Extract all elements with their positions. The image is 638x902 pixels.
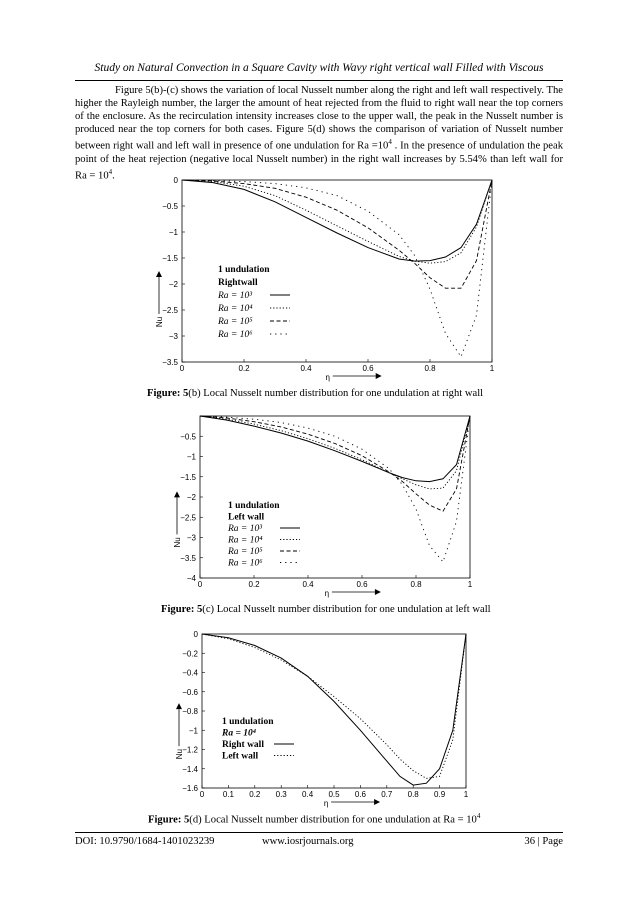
paragraph-sup-2: 4 xyxy=(108,168,113,177)
legend-entry-label: Ra = 10⁵ xyxy=(228,547,263,557)
legend-subtitle: Left wall xyxy=(228,512,265,523)
figure-5d-caption xyxy=(148,812,480,826)
series-line-1 xyxy=(182,180,492,261)
y-tick-label: −2 xyxy=(186,493,196,502)
legend-entry-label: Ra = 10³ xyxy=(218,291,253,301)
footer-site: www.iosrjournals.org xyxy=(262,836,354,847)
x-tick-label: 0.5 xyxy=(328,790,340,799)
x-tick-label: 0.7 xyxy=(381,790,393,799)
x-axis-label: η xyxy=(323,799,329,808)
figure-5d-chart xyxy=(172,628,472,808)
y-tick-label: −0.5 xyxy=(162,202,178,211)
y-axis-label: Nu xyxy=(173,537,182,548)
axes xyxy=(155,176,495,382)
figure-5c-caption-label: Figure: 5 xyxy=(161,604,203,615)
y-tick-label: −1 xyxy=(188,726,198,736)
figure-5d-caption-label: Figure: 5 xyxy=(148,814,190,826)
figure-5c xyxy=(170,410,476,598)
x-tick-label: 0.6 xyxy=(362,364,374,373)
figure-5b-caption xyxy=(147,388,483,399)
x-tick-label: 0.6 xyxy=(356,580,368,589)
y-tick-label: −1.6 xyxy=(182,784,198,793)
axes xyxy=(173,416,473,598)
x-tick-label: 0.2 xyxy=(249,790,261,799)
y-tick-label: −0.8 xyxy=(182,707,198,716)
y-tick-label: −1 xyxy=(168,228,178,237)
y-tick-label: 0 xyxy=(193,630,198,639)
y-tick-label: 0 xyxy=(173,176,178,185)
x-axis-arrowhead xyxy=(374,799,380,805)
y-tick-label: −1.5 xyxy=(162,254,178,263)
figure-5b-caption-text: (b) Local Nusselt number distribution for one undulation at right wall xyxy=(188,388,484,399)
x-tick-label: 0.2 xyxy=(238,364,250,373)
x-axis-arrowhead xyxy=(375,589,381,595)
y-axis-label: Nu xyxy=(175,749,184,760)
y-tick-label: −2 xyxy=(168,280,178,289)
paragraph-text-3: . xyxy=(112,170,115,182)
y-tick-label: −1.5 xyxy=(180,472,196,482)
y-tick-label: −2.5 xyxy=(180,513,196,523)
x-tick-label: 0.1 xyxy=(222,790,234,799)
series-line-2 xyxy=(200,416,470,489)
x-axis-label: η xyxy=(324,589,330,598)
figure-5b xyxy=(148,172,498,384)
x-tick-label: 1 xyxy=(467,580,473,589)
legend xyxy=(221,717,294,762)
paragraph-text-2: . In the presence of undulation the peak point of the heat rejection (negative local Nusselt number) in the right wall increases by 5.54% than left wall for Ra = 10 xyxy=(75,140,563,182)
y-tick-label: −3.5 xyxy=(162,358,178,367)
y-tick-label: −1.4 xyxy=(182,764,198,774)
y-axis-arrowhead xyxy=(156,271,162,277)
y-tick-label: −3.5 xyxy=(180,553,196,563)
paragraph-sup-1: 4 xyxy=(388,138,392,147)
axes xyxy=(175,630,469,808)
legend-entry-label: Ra = 10⁴ xyxy=(228,535,263,546)
paragraph-text-1: Figure 5(b)-(c) shows the variation of local Nusselt number along the right and left wall respectively. The higher the Rayleigh number, the larger the amount of heat rejected from the fluid to right wall near the top corners of the enclosure. As the recirculation intensity increases close to the upper wall, the peak in the Nusselt number is produced near the top corners for both cases. Figure 5(d) shows the comparison of variation of Nusselt number between right wall and left wall in presence of one undulation for Ra =10 xyxy=(75,85,563,152)
legend-entry-label: Ra = 10⁵ xyxy=(218,317,253,327)
legend-entry-label: Right wall xyxy=(222,740,264,750)
x-tick-label: 1 xyxy=(489,364,495,373)
footer-doi: DOI: 10.9790/1684-1401023239 xyxy=(75,836,215,847)
x-axis-arrowhead xyxy=(376,373,382,379)
series-line-2 xyxy=(182,180,492,263)
y-axis-arrowhead xyxy=(176,703,182,709)
y-tick-label: −0.2 xyxy=(182,649,198,659)
x-tick-label: 0.8 xyxy=(407,790,419,799)
y-tick-label: −4 xyxy=(186,574,196,583)
x-tick-label: 0.8 xyxy=(410,580,422,589)
legend-entry-label: Ra = 10³ xyxy=(228,524,263,534)
y-tick-label: −0.6 xyxy=(182,687,198,697)
legend-entry-label: Ra = 10⁶ xyxy=(228,558,263,569)
figure-5d-caption-text: (d) Local Nusselt number distribution for one undulation at Ra = 10 xyxy=(189,814,477,826)
x-tick-label: 0.4 xyxy=(302,580,314,589)
legend-entry-label: Ra = 10⁴ xyxy=(218,304,253,314)
header-divider xyxy=(75,80,563,81)
x-tick-label: 0.8 xyxy=(424,364,436,373)
footer-page: 36 | Page xyxy=(524,836,563,847)
body-paragraph xyxy=(75,84,563,183)
footer-divider xyxy=(75,832,563,833)
figure-5d-caption-sup: 4 xyxy=(476,812,481,820)
figure-5d xyxy=(172,628,472,808)
series-line-1 xyxy=(202,634,466,785)
y-tick-label: −3 xyxy=(186,533,196,543)
x-tick-label: 0 xyxy=(199,790,205,799)
x-tick-label: 0.2 xyxy=(248,580,260,589)
x-tick-label: 0.3 xyxy=(275,790,287,799)
y-axis-label: Nu xyxy=(155,316,164,328)
x-tick-label: 0.4 xyxy=(300,364,312,373)
x-tick-label: 0.6 xyxy=(354,790,366,799)
x-tick-label: 0.9 xyxy=(434,790,446,799)
y-tick-label: −0.4 xyxy=(182,668,198,678)
legend-subtitle: Ra = 10⁴ xyxy=(222,728,257,739)
legend-title: 1 undulation xyxy=(218,265,270,275)
x-tick-label: 1 xyxy=(463,790,469,799)
series-line-3 xyxy=(200,416,470,511)
plot-frame xyxy=(202,634,466,788)
y-tick-label: −2.5 xyxy=(162,306,178,315)
legend xyxy=(217,265,290,340)
legend-entry-label: Left wall xyxy=(222,751,259,762)
running-header: Study on Natural Convection in a Square Cavity with Wavy right vertical wall Filled with Viscous xyxy=(94,62,544,74)
legend-subtitle: Rightwall xyxy=(218,278,258,288)
x-tick-label: 0 xyxy=(179,364,185,373)
figure-5c-caption-text: (c) Local Nusselt number distribution for one undulation at left wall xyxy=(202,604,491,615)
x-axis-label: η xyxy=(325,373,330,382)
figure-5c-caption xyxy=(161,604,491,615)
figure-5b-caption-label: Figure: 5 xyxy=(147,388,189,399)
y-tick-label: −1 xyxy=(186,452,196,462)
legend xyxy=(227,501,300,569)
figure-5c-chart xyxy=(170,410,476,598)
y-tick-label: −1.2 xyxy=(182,745,198,755)
legend-title: 1 undulation xyxy=(228,501,280,511)
y-tick-label: −3 xyxy=(168,332,178,341)
series-line-1 xyxy=(200,416,470,482)
figure-5b-chart xyxy=(148,172,498,384)
y-axis-arrowhead xyxy=(174,491,180,497)
legend-entry-label: Ra = 10⁶ xyxy=(218,330,253,340)
legend-title: 1 undulation xyxy=(222,717,274,727)
x-tick-label: 0 xyxy=(197,580,203,589)
y-tick-label: −0.5 xyxy=(180,432,196,442)
x-tick-label: 0.4 xyxy=(302,790,314,799)
